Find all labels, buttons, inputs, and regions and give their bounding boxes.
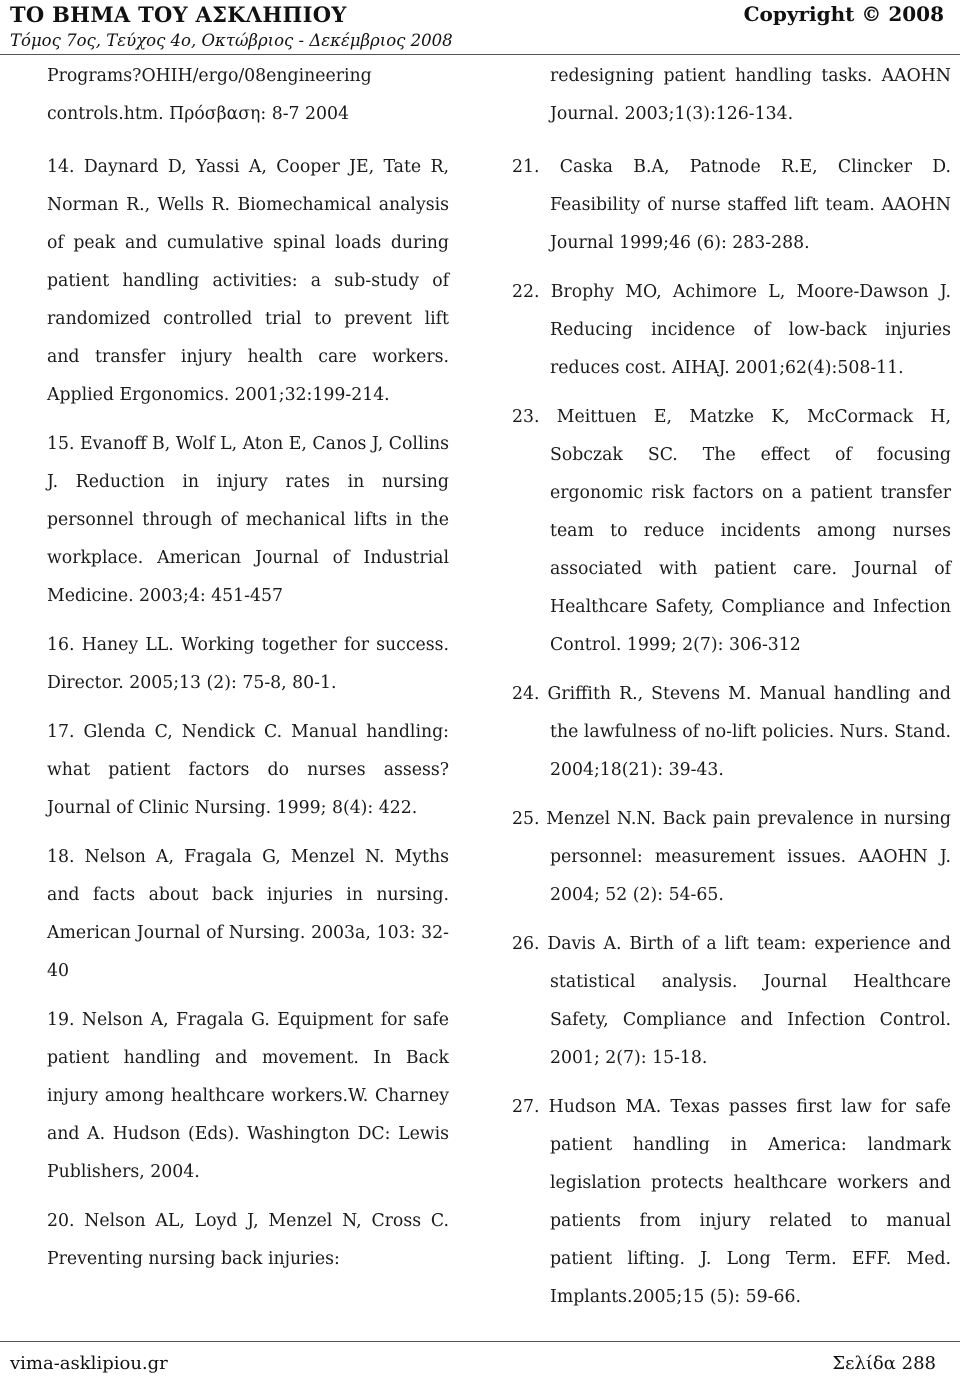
reference-23: 23. Meittuen E, Matzke K, McCormack H, Sobczak SC. The effect of focusing ergonomic risk factors on a patient transfer team to reduce incidents among nurses associated with patient care. Journal of Healthcare Safety, Compliance and Infection Control. 1999; 2(7): 306-312 <box>512 407 951 655</box>
reference-24: 24. Griffith R., Stevens M. Manual handling and the lawfulness of no-lift policies. Nurs. Stand. 2004;18(21): 39-43. <box>512 684 951 780</box>
reference-19: 19. Nelson A, Fragala G. Equipment for safe patient handling and movement. In Back injury among healthcare workers.W. Charney and A. Hudson (Eds). Washington DC: Lewis Publishers, 2004. <box>47 1010 449 1182</box>
right-column <box>512 57 951 1327</box>
header-divider <box>0 54 960 55</box>
issue-info: Τόμος 7ος, Τεύχος 4ο, Οκτώβριος - Δεκέμβριος 2008 <box>10 31 453 50</box>
reference-15: 15. Evanoff B, Wolf L, Aton E, Canos J, Collins J. Reduction in injury rates in nursing personnel through of mechanical lifts in the workplace. American Journal of Industrial Medicine. 2003;4: 451-457 <box>47 434 449 606</box>
page-number: Σελίδα 288 <box>832 1353 936 1374</box>
copyright-notice: Copyright © 2008 <box>743 2 944 26</box>
reference-continuation: redesigning patient handling tasks. AAOHN Journal. 2003;1(3):126-134. <box>550 66 951 124</box>
reference-14: 14. Daynard D, Yassi A, Cooper JE, Tate R, Norman R., Wells R. Biomechamical analysis of peak and cumulative spinal loads during patient handling activities: a sub-study of randomized controlled trial to prevent lift and transfer injury health care workers. Applied Ergonomics. 2001;32:199-214. <box>47 157 449 405</box>
left-column <box>47 57 449 1289</box>
reference-continuation: Programs?OHIH/ergo/08engineering controls.htm. Πρόσβαση: 8-7 2004 <box>47 66 372 124</box>
reference-22: 22. Brophy MO, Achimore L, Moore-Dawson J. Reducing incidence of low-back injuries reduces cost. AIHAJ. 2001;62(4):508-11. <box>512 282 951 378</box>
reference-25: 25. Menzel N.N. Back pain prevalence in nursing personnel: measurement issues. AAOHN J. 2004; 52 (2): 54-65. <box>512 809 951 905</box>
journal-title: ΤΟ ΒΗΜΑ ΤΟΥ ΑΣΚΛΗΠΙΟΥ <box>10 2 347 27</box>
footer-divider <box>0 1341 960 1342</box>
reference-20: 20. Nelson AL, Loyd J, Menzel N, Cross C. Preventing nursing back injuries: <box>47 1211 449 1269</box>
reference-27: 27. Hudson MA. Texas passes first law for safe patient handling in America: landmark legislation protects healthcare workers and patients from injury related to manual patient lifting. J. Long Term. EFF. Med. Implants.2005;15 (5): 59-66. <box>512 1097 951 1307</box>
reference-26: 26. Davis A. Birth of a lift team: experience and statistical analysis. Journal Healthcare Safety, Compliance and Infection Control. 2001; 2(7): 15-18. <box>512 934 951 1068</box>
reference-18: 18. Nelson A, Fragala G, Menzel N. Myths and facts about back injuries in nursing. American Journal of Nursing. 2003a, 103: 32-40 <box>47 847 449 981</box>
reference-16: 16. Haney LL. Working together for success. Director. 2005;13 (2): 75-8, 80-1. <box>47 635 449 693</box>
reference-21: 21. Caska B.A, Patnode R.E, Clincker D. Feasibility of nurse staffed lift team. AAOHN Journal 1999;46 (6): 283-288. <box>512 157 951 253</box>
footer-website: vima-asklipiou.gr <box>10 1353 168 1374</box>
reference-17: 17. Glenda C, Nendick C. Manual handling: what patient factors do nurses assess? Journal of Clinic Nursing. 1999; 8(4): 422. <box>47 722 449 818</box>
